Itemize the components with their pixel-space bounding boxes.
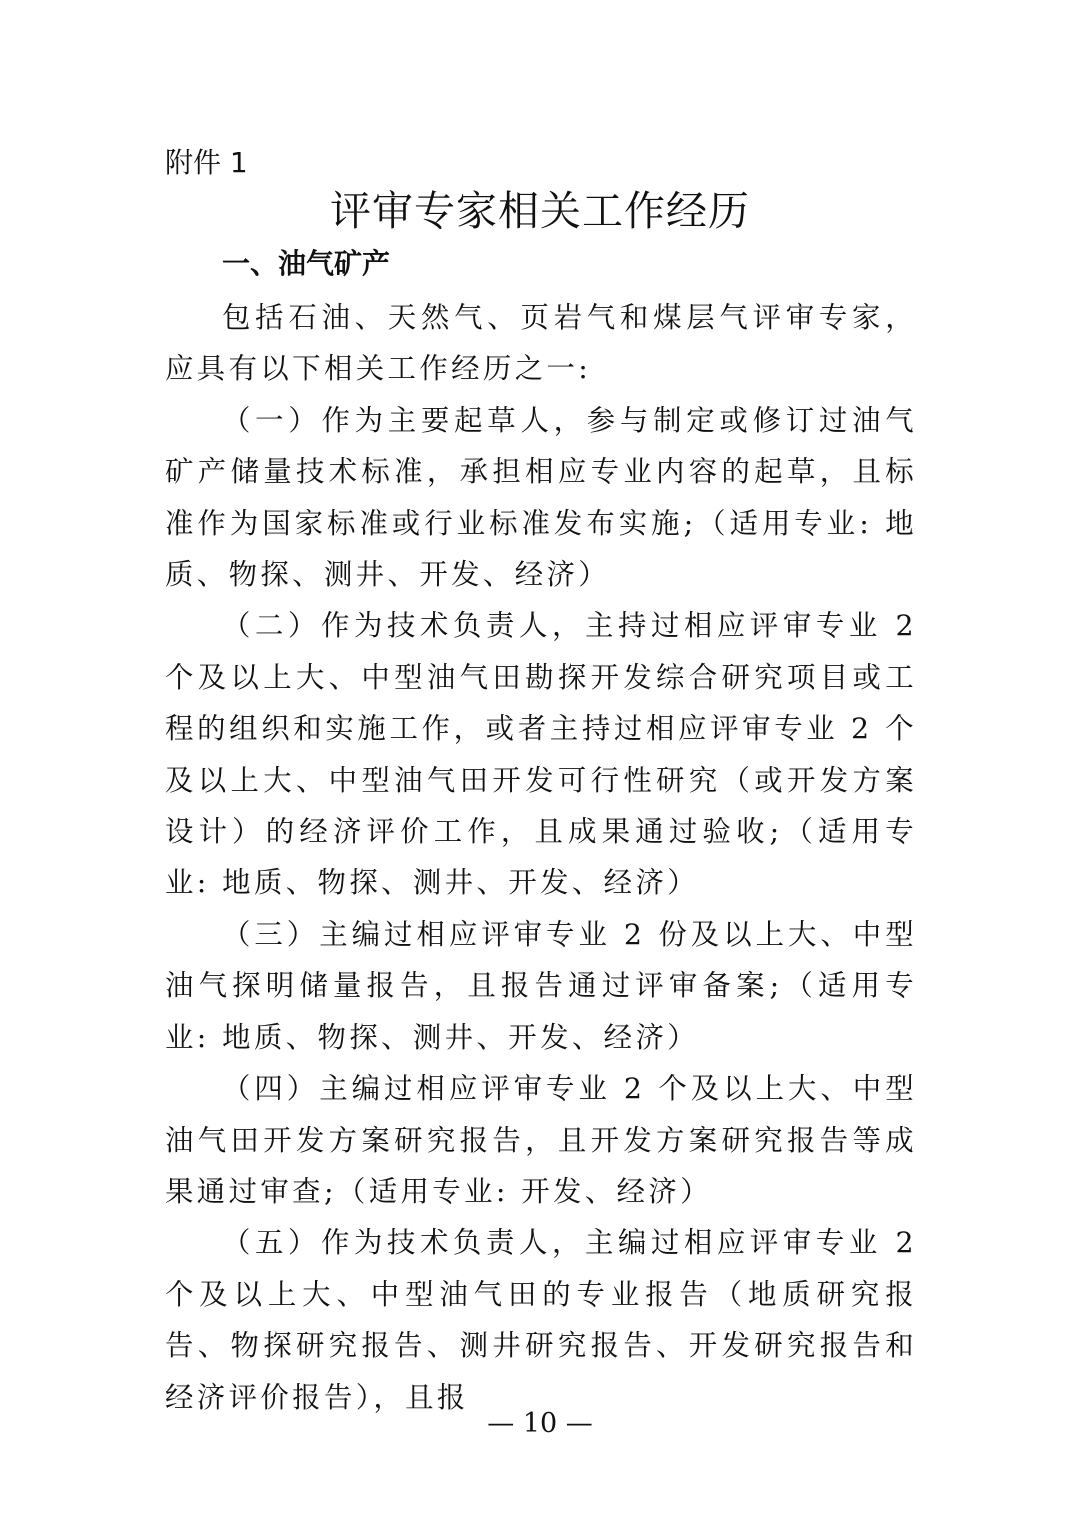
paragraph-item-5: （五）作为技术负责人，主编过相应评审专业 2 个及以上大、中型油气田的专业报告（地质研究报告、物探研究报告、测井研究报告、开发研究报告和经济评价报告），且报 (165, 1226, 917, 1414)
page-title: 评审专家相关工作经历 (330, 187, 750, 235)
paragraph-item-3: （三）主编过相应评审专业 2 份及以上大、中型油气探明储量报告，且报告通过评审备案;（适用专业: 地质、物探、测井、开发、经济） (165, 917, 917, 1054)
page-number: — 10 — (487, 1408, 593, 1439)
paragraph-item-1: （一）作为主要起草人，参与制定或修订过油气矿产储量技术标准，承担相应专业内容的起草，且标准作为国家标准或行业标准发布实施;（适用专业: 地质、物探、测井、开发、经济） (165, 403, 917, 592)
paragraph-item-4: （四）主编过相应评审专业 2 个及以上大、中型油气田开发方案研究报告，且开发方案研究报告等成果通过审查;（适用专业: 开发、经济） (165, 1072, 917, 1208)
section-heading: 一、油气矿产 (222, 247, 391, 280)
attachment-label: 附件 1 (165, 146, 248, 179)
paragraph-item-2: （二）作为技术负责人，主持过相应评审专业 2 个及以上大、中型油气田勘探开发综合研究项目或工程的组织和实施工作，或者主持过相应评审专业 2 个及以上大、中型油气田开发可行性研究（或开发方案设计）的经济评价工作，且成果通过验收;（适用专业: 地质、物探、测井、开发、经济） (165, 609, 917, 900)
paragraph-intro: 包括石油、天然气、页岩气和煤层气评审专家，应具有以下相关工作经历之一: (165, 301, 917, 386)
body-text (165, 292, 917, 1423)
